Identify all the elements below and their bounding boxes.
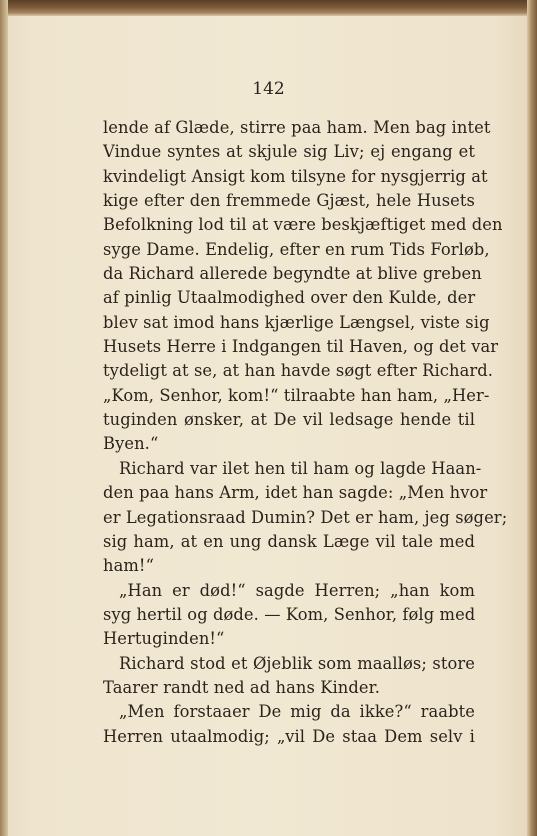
page-top-edge	[0, 0, 537, 16]
text-line: Herren utaalmodig; „vil De staa Dem selv i	[103, 726, 475, 746]
text-line: sig ham, at en ung dansk Læge vil tale med	[103, 531, 475, 551]
text-line: „Kom, Senhor, kom!“ tilraabte han ham, „Her-	[103, 385, 490, 405]
text-line: Befolkning lod til at være beskjæftiget med den	[103, 215, 503, 235]
page-text-body	[103, 116, 508, 749]
text-line: syge Dame. Endelig, efter en rum Tids Forløb,	[103, 239, 490, 259]
text-line: tuginden ønsker, at De vil ledsage hende til	[103, 410, 475, 430]
text-line: syg hertil og døde. — Kom, Senhor, følg med	[103, 604, 476, 624]
text-line: lende af Glæde, stirre paa ham. Men bag intet	[103, 118, 491, 137]
text-line: Vindue syntes at skjule sig Liv; ej engang et	[103, 142, 475, 162]
text-line: tydeligt at se, at han havde søgt efter Richard.	[103, 361, 494, 381]
text-line: Husets Herre i Indgangen til Haven, og det var	[103, 337, 499, 357]
text-line: Byen.“	[103, 434, 159, 454]
text-line: Richard stod et Øjeblik som maalløs; store	[119, 653, 475, 673]
text-line: „Han er død!“ sagde Herren; „han kom	[119, 580, 475, 600]
page-left-edge	[0, 0, 8, 836]
text-line: blev sat imod hans kjærlige Længsel, viste sig	[103, 312, 490, 332]
text-line: da Richard allerede begyndte at blive greben	[103, 264, 482, 284]
page-number: 142	[252, 79, 285, 99]
text-line: kvindeligt Ansigt kom tilsyne for nysgjerrig at	[103, 166, 488, 186]
text-line: Hertuginden!“	[103, 629, 225, 649]
text-line: er Legationsraad Dumin? Det er ham, jeg søger;	[103, 507, 508, 527]
text-line: ham!“	[103, 556, 154, 576]
text-line: af pinlig Utaalmodighed over den Kulde, der	[103, 288, 476, 308]
text-line: kige efter den fremmede Gjæst, hele Husets	[103, 191, 475, 211]
text-line: Taarer randt ned ad hans Kinder.	[103, 677, 381, 697]
text-line: den paa hans Arm, idet han sagde: „Men hvor	[103, 483, 488, 503]
text-line: Richard var ilet hen til ham og lagde Haan-	[119, 458, 482, 478]
page-right-edge	[527, 0, 537, 836]
text-line: „Men forstaaer De mig da ikke?“ raabte	[119, 702, 475, 722]
